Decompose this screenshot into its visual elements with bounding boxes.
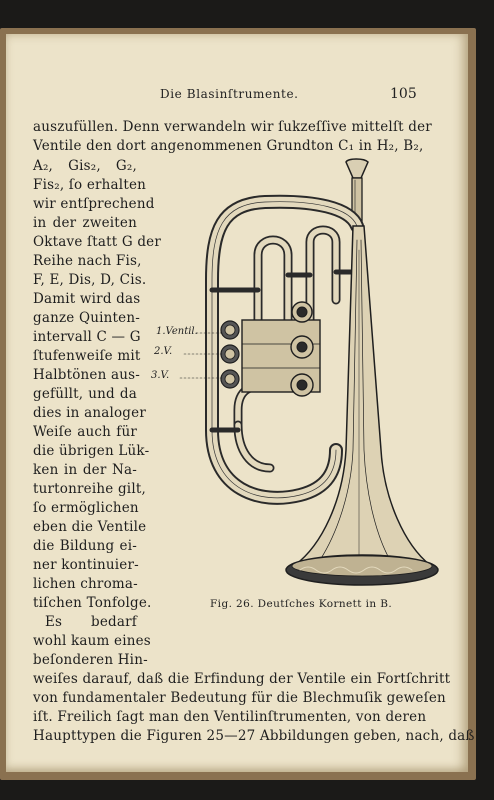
column-line: wohl kaum eines (33, 633, 151, 649)
column-line: tiſchen Tonfolge. (33, 595, 152, 611)
column-line: die übrigen Lük- (33, 443, 150, 459)
column-line: dies in analoger (33, 405, 146, 421)
column-line: Weiſe auch für (33, 424, 137, 440)
valve-label-3: 3.V. (151, 370, 170, 381)
column-line: in der zweiten (33, 215, 137, 231)
column-line: beſonderen Hin- (33, 652, 148, 668)
column-line: intervall C — G (33, 329, 141, 345)
column-line: ken in der Na- (33, 462, 137, 478)
column-line: ganze Quinten- (33, 310, 141, 326)
column-line: ſo ermöglichen (33, 500, 139, 516)
column-line: eben die Ventile (33, 519, 147, 535)
column-line: gefüllt, und da (33, 386, 137, 402)
column-line: ner kontinuier- (33, 557, 139, 573)
column-line: Fis₂, ſo erhalten (33, 177, 147, 193)
valve-label-2: 2.V. (154, 346, 173, 357)
column-line: F, E, Dis, D, Cis. (33, 272, 147, 288)
column-line: ſtufenweiſe mit (33, 348, 141, 364)
page-number: 105 (390, 86, 417, 102)
cornet-illustration (150, 150, 440, 605)
figure-caption: Fig. 26. Deutſches Kornett in B. (210, 598, 393, 610)
column-line: A₂, Gis₂, G₂, (33, 158, 137, 174)
body-line-bottom-2: von fundamentaler Bedeutung für die Blechmuſik geweſen (33, 690, 446, 706)
column-line: Es bedarf (45, 614, 137, 630)
body-line-bottom-1: weiſes darauf, daß die Erfindung der Ventile ein Fortſchritt (33, 671, 451, 687)
running-header: Die Blasinſtrumente. (160, 87, 299, 101)
column-line: Reihe nach Fis, (33, 253, 142, 269)
column-line: lichen chroma- (33, 576, 138, 592)
column-line: turtonreihe gilt, (33, 481, 146, 497)
body-line-top-2: Ventile den dort angenommenen Grundton C₁ in H₂, B₂, (33, 138, 424, 154)
body-line-top-1: auszufüllen. Denn verwandeln wir ſukzeſſive mittelſt der (33, 119, 432, 135)
body-line-bottom-3: iſt. Freilich ſagt man den Ventilinſtrumenten, von deren (33, 709, 427, 725)
column-line: die Bildung ei- (33, 538, 137, 554)
column-line: Halbtönen aus- (33, 367, 141, 383)
column-line: Oktave ſtatt G der (33, 234, 162, 250)
column-line: wir entſprechend (33, 196, 155, 212)
valve-label-1: 1.Ventil. (156, 326, 198, 337)
column-line: Damit wird das (33, 291, 141, 307)
body-line-bottom-4: Haupttypen die Figuren 25—27 Abbildungen geben, nach, daß (33, 728, 475, 744)
